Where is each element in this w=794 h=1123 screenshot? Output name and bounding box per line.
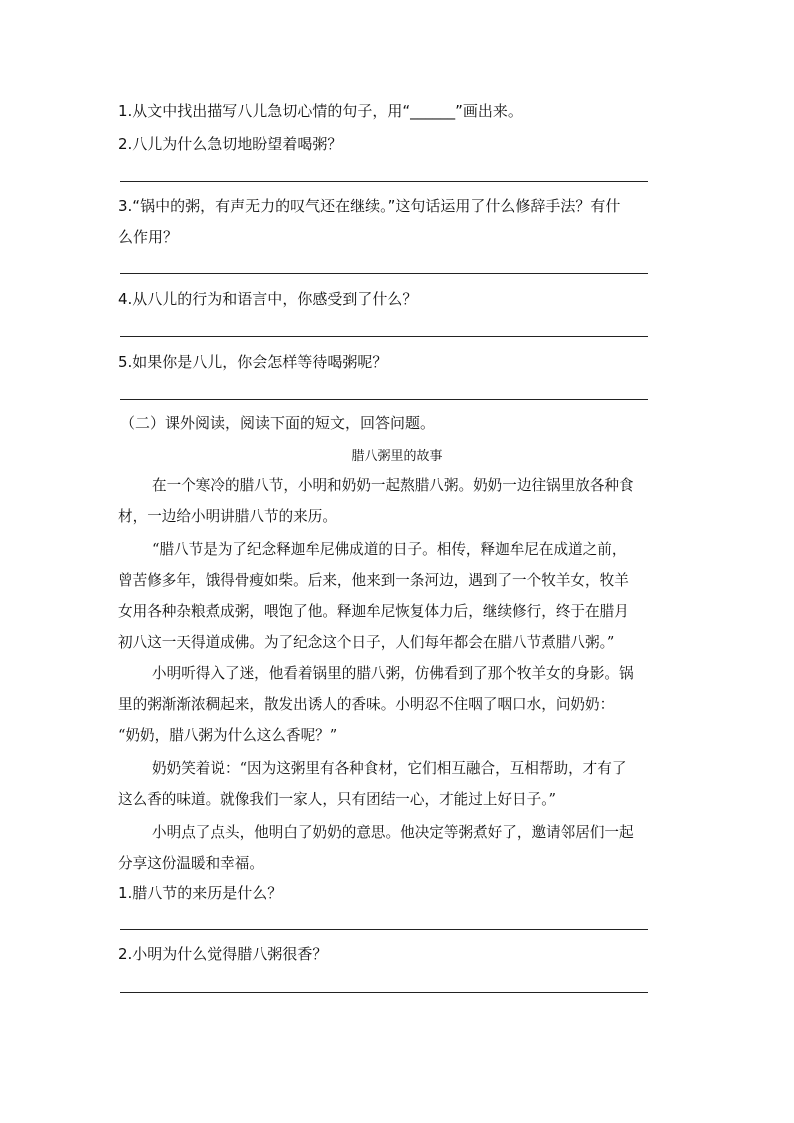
story-line: “腊八节是为了纪念释迦牟尼佛成道的日子。相传，释迦牟尼在成道之前， <box>152 541 627 558</box>
story-line: 材，一边给小明讲腊八节的来历。 <box>118 508 337 525</box>
story-line: 初八这一天得道成佛。为了纪念这个日子，人们每年都会在腊八节煮腊八粥。” <box>118 634 615 651</box>
story-line: 这么香的味道。就像我们一家人，只有团结一心，才能过上好日子。” <box>118 791 556 808</box>
answer-line-story-q2 <box>120 992 648 993</box>
answer-line-q5 <box>120 399 648 400</box>
section-heading: （二）课外阅读，阅读下面的短文，回答问题。 <box>120 414 436 432</box>
question-5: 5.如果你是八儿，你会怎样等待喝粥呢？ <box>118 353 388 371</box>
story-line: 小明点了点头，他明白了奶奶的意思。他决定等粥煮好了，邀请邻居们一起 <box>152 824 634 841</box>
question-4: 4.从八儿的行为和语言中，你感受到了什么？ <box>118 290 418 308</box>
story-line: 里的粥渐渐浓稠起来，散发出诱人的香味。小明忍不住咽了咽口水，问奶奶： <box>118 696 615 713</box>
answer-line-q2 <box>120 181 648 182</box>
story-line: 分享这份温暖和幸福。 <box>118 855 264 872</box>
answer-line-story-q1 <box>120 929 648 930</box>
answer-line-q4 <box>120 336 648 337</box>
story-line: 小明听得入了迷，他看着锅里的腊八粥，仿佛看到了那个牧羊女的身影。锅 <box>152 665 634 682</box>
story-line: 在一个寒冷的腊八节，小明和奶奶一起熬腊八粥。奶奶一边往锅里放各种食 <box>152 477 634 494</box>
question-3-line-2: 么作用？ <box>118 228 179 246</box>
question-3-line-1: 3.“锅中的粥，有声无力的叹气还在继续。”这句话运用了什么修辞手法？有什 <box>118 197 621 215</box>
story-question-1: 1.腊八节的来历是什么？ <box>118 884 283 902</box>
story-line: “奶奶，腊八粥为什么这么香呢？” <box>118 727 338 744</box>
story-line: 奶奶笑着说：“因为这粥里有各种食材，它们相互融合，互相帮助，才有了 <box>152 760 627 777</box>
story-question-2: 2.小明为什么觉得腊八粥很香？ <box>118 945 328 963</box>
question-2: 2.八儿为什么急切地盼望着喝粥？ <box>118 135 343 153</box>
story-line: 曾苦修多年，饿得骨瘦如柴。后来，他来到一条河边，遇到了一个牧羊女，牧羊 <box>118 572 629 589</box>
question-1: 1.从文中找出描写八儿急切心情的句子，用“______”画出来。 <box>118 102 523 120</box>
story-title: 腊八粥里的故事 <box>351 449 443 464</box>
answer-line-q3 <box>120 273 648 274</box>
story-line: 女用各种杂粮煮成粥，喂饱了他。释迦牟尼恢复体力后，继续修行，终于在腊月 <box>118 603 629 620</box>
